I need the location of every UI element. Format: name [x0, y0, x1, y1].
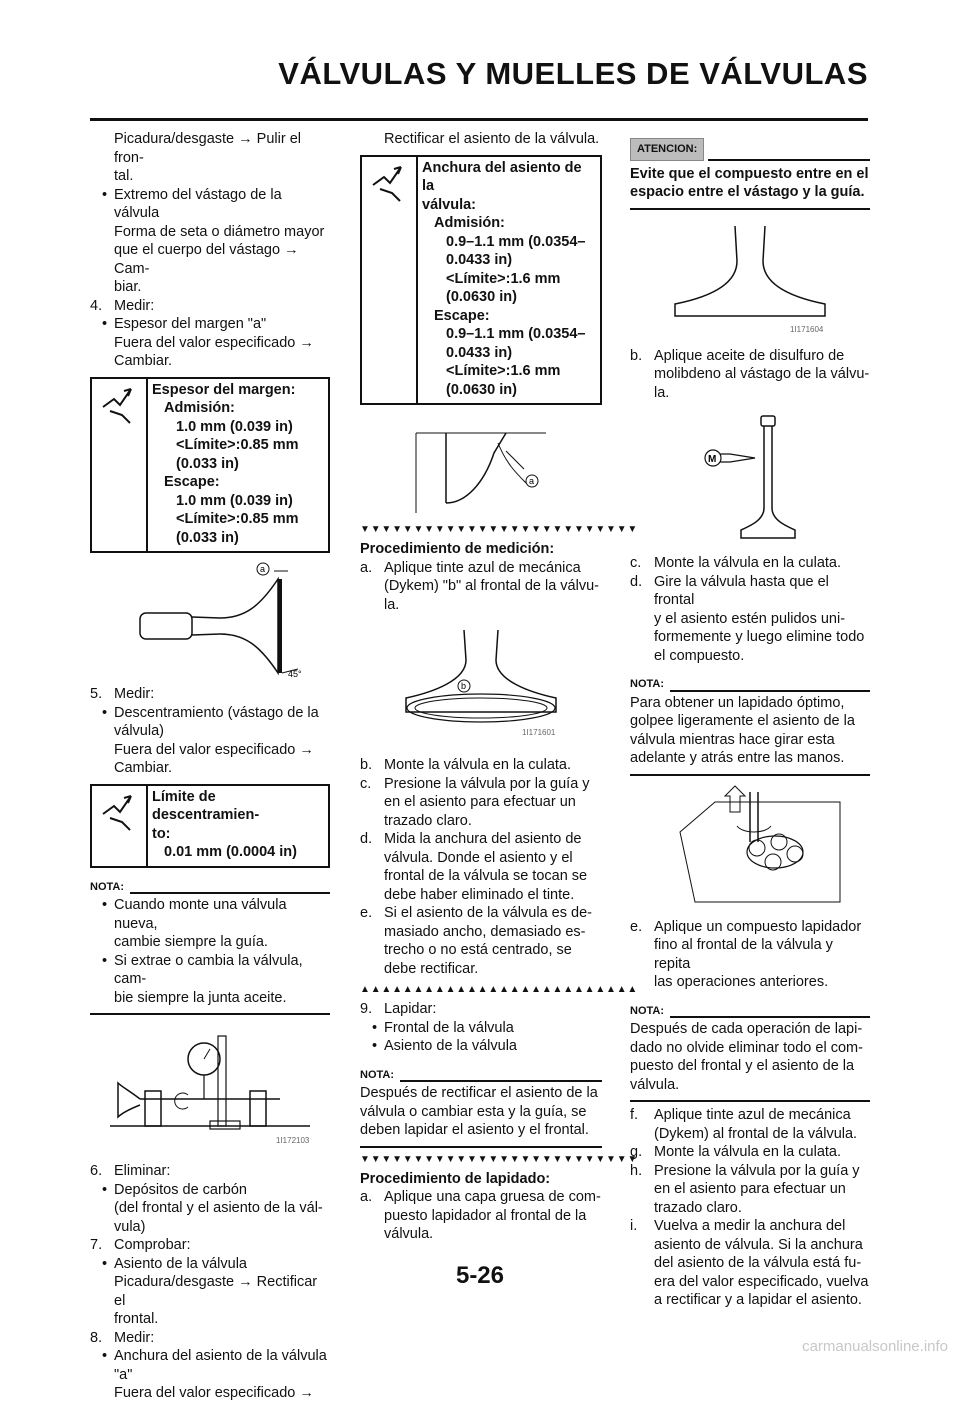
- step-6: [90, 1162, 330, 1181]
- spec-line: Escape:: [434, 307, 490, 324]
- spec-line: 1.0 mm (0.039 in): [176, 418, 293, 435]
- caution-header: [630, 138, 870, 161]
- text-line: válvula. Donde el asiento y el: [384, 849, 573, 866]
- text-line: en el asiento para efectuar un: [654, 1181, 846, 1197]
- text-line: las operaciones anteriores.: [654, 974, 829, 990]
- spec-line: (0.033 in): [176, 529, 239, 546]
- procedure-start-marker: ▼▼▼▼▼▼▼▼▼▼▼▼▼▼▼▼▼▼▼▼▼▼▼▼▼▼: [360, 524, 639, 535]
- substep: [630, 1217, 870, 1236]
- substep-text: Presione la válvula por la guía y: [654, 1162, 860, 1179]
- bullet-item: • Espesor del margen "a": [90, 315, 330, 334]
- step-9: [360, 1000, 602, 1019]
- nota-label: NOTA:: [630, 1004, 665, 1017]
- procedure-title: Procedimiento de lapidado:: [360, 1170, 551, 1187]
- nota-end-rule: [360, 1146, 602, 1148]
- spec-line: (0.0630 in): [446, 381, 517, 398]
- note-text: válvula mientras hace girar esta: [630, 731, 835, 748]
- nota-label: NOTA:: [360, 1068, 395, 1081]
- text-line: cambie siempre la guía.: [114, 934, 268, 950]
- spec-title: válvula:: [422, 196, 476, 213]
- spec-line: Admisión:: [434, 215, 505, 231]
- caution-text: espacio entre el vástago y la guía.: [630, 184, 865, 200]
- figure-label-angle: 45°: [288, 669, 302, 679]
- spec-line: to:: [152, 825, 171, 842]
- spec-line: (0.0630 in): [446, 289, 517, 305]
- substep: [630, 1106, 870, 1125]
- spec-line: Admisión:: [164, 400, 235, 416]
- substep-letter: h.: [630, 1162, 643, 1179]
- spec-title: Anchura del asiento de la: [422, 159, 582, 194]
- text-line: que el cuerpo del vástago → Cam-: [114, 242, 299, 277]
- nota-label: NOTA:: [630, 678, 665, 690]
- spec-line: <Límite>:0.85 mm: [176, 511, 299, 527]
- step-7: [90, 1236, 330, 1255]
- step-text: Lapidar:: [384, 1001, 437, 1017]
- column-3: [630, 130, 870, 1310]
- substep: [360, 756, 602, 775]
- valve-oil-figure: [675, 408, 825, 548]
- substep-text: Monte la válvula en la culata.: [654, 1144, 841, 1160]
- substep: [360, 904, 602, 923]
- nota-label: NOTA:: [90, 880, 125, 893]
- page-title: VÁLVULAS Y MUELLES DE VÁLVULAS: [278, 56, 868, 91]
- substep-letter: a.: [360, 1189, 373, 1205]
- text-line: debe rectificar.: [384, 960, 479, 977]
- step-text: Medir:: [114, 297, 155, 314]
- text-line: válvula.: [384, 1226, 434, 1242]
- text-line: trazado claro.: [384, 812, 472, 829]
- text-line: frontal de la válvula se tocan se: [384, 868, 588, 884]
- text-line: Picadura/desgaste → Pulir el fron-: [114, 131, 301, 166]
- substep-letter: g.: [630, 1144, 643, 1160]
- bullet-item: • Descentramiento (vástago de la: [90, 704, 330, 723]
- text-line: (Dykem) al frontal de la válvula.: [654, 1125, 858, 1142]
- text-line: Picadura/desgaste → Rectificar el: [114, 1274, 318, 1309]
- figure-label-a: a: [260, 564, 266, 574]
- substep-text: Aplique tinte azul de mecánica: [384, 559, 581, 576]
- step-number: 4.: [90, 297, 103, 314]
- text-line: molibdeno al vástago de la válvu-: [654, 366, 870, 382]
- substep-letter: c.: [360, 775, 372, 792]
- substep: [360, 830, 602, 849]
- spec-line: 0.9–1.1 mm (0.0354–: [446, 326, 586, 342]
- nota-header: [360, 1066, 602, 1085]
- substep-text: Aplique tinte azul de mecánica: [654, 1107, 851, 1123]
- substep-text: Aplique una capa gruesa de com-: [384, 1189, 601, 1205]
- note-text: dado no olvide eliminar todo el com-: [630, 1039, 863, 1056]
- substep: [360, 1188, 602, 1207]
- text-line: el compuesto.: [654, 647, 745, 664]
- spec-line: (0.033 in): [176, 455, 239, 472]
- substep-text: Si el asiento de la válvula es de-: [384, 905, 592, 921]
- spec-line: <Límite>:1.6 mm: [446, 270, 561, 287]
- nota-header: [630, 675, 870, 694]
- text-line: formemente y luego elimine todo: [654, 629, 865, 645]
- wrench-spec-icon: [362, 157, 418, 404]
- text-line: asiento de válvula. Si la anchura: [654, 1236, 863, 1253]
- substep-letter: b.: [360, 757, 373, 773]
- note-bullet: • Si extrae o cambia la válvula, cam-: [90, 952, 330, 989]
- substep: [630, 347, 870, 366]
- nota-header: [630, 1002, 870, 1021]
- substep: [360, 559, 602, 578]
- note-text: Después de cada operación de lapi-: [630, 1021, 863, 1037]
- text-line: masiado ancho, demasiado es-: [384, 923, 586, 940]
- step-number: 6.: [90, 1163, 103, 1179]
- substep: [630, 554, 870, 573]
- text-line: del asiento de la válvula está fu-: [654, 1255, 862, 1271]
- bullet-item: • Asiento de la válvula: [360, 1037, 602, 1056]
- text-line: (Dykem) "b" al frontal de la válvu-: [384, 578, 599, 594]
- nota-end-rule: [90, 1013, 330, 1015]
- bullet-item: • Frontal de la válvula: [360, 1019, 602, 1038]
- spec-line: <Límite>:1.6 mm: [446, 363, 561, 379]
- substep-letter: c.: [630, 555, 642, 571]
- lapping-figure: [655, 782, 845, 912]
- text-line: vula): [114, 1218, 146, 1235]
- substep-letter: d.: [360, 831, 373, 847]
- spec-box-runout: [90, 784, 330, 868]
- valve-compound-figure: [660, 216, 840, 341]
- column-2: [360, 130, 639, 1244]
- step-number: 8.: [90, 1329, 103, 1346]
- text-line: tal.: [114, 168, 134, 184]
- step-5: [90, 685, 330, 704]
- nota-end-rule: [630, 1100, 870, 1102]
- substep-letter: a.: [360, 559, 373, 576]
- note-bullet: • Cuando monte una válvula nueva,: [90, 896, 330, 933]
- bullet-item: • Anchura del asiento de la válvula: [90, 1347, 330, 1366]
- bullet-item: • Depósitos de carbón: [90, 1181, 330, 1200]
- substep: [630, 1162, 870, 1181]
- text-line: (del frontal y el asiento de la vál-: [114, 1200, 323, 1216]
- text-line: trazado claro.: [654, 1199, 742, 1216]
- watermark: carmanualsonline.info: [802, 1338, 948, 1355]
- text-line: trecho o no está centrado, se: [384, 942, 572, 958]
- bullet-item: • Extremo del vástago de la válvula: [90, 186, 330, 223]
- note-text: válvula.: [630, 1076, 680, 1093]
- nota-end-rule: [630, 774, 870, 776]
- runout-measure-figure: [100, 1021, 320, 1156]
- page-number: 5-26: [455, 1262, 505, 1289]
- text-line: Cambiar.: [114, 353, 173, 369]
- substep-text: Vuelva a medir la anchura del: [654, 1218, 846, 1234]
- step-text: Eliminar:: [114, 1163, 171, 1179]
- text-line: Fuera del valor especificado →: [114, 1385, 314, 1401]
- text-line: válvula): [114, 723, 164, 739]
- note-text: deben lapidar el asiento y el frontal.: [360, 1122, 589, 1138]
- substep-text: Mida la anchura del asiento de: [384, 831, 582, 847]
- step-number: 5.: [90, 686, 103, 702]
- procedure-start-marker: ▼▼▼▼▼▼▼▼▼▼▼▼▼▼▼▼▼▼▼▼▼▼▼▼▼▼: [360, 1153, 639, 1165]
- substep-text: Gire la válvula hasta que el frontal: [654, 573, 829, 608]
- spec-box-margin-thickness: [90, 377, 330, 554]
- procedure-title: Procedimiento de medición:: [360, 541, 555, 557]
- substep: [630, 573, 870, 610]
- spec-line: 0.01 mm (0.0004 in): [164, 844, 297, 860]
- header-rule: [90, 118, 868, 121]
- column-1: [90, 130, 330, 1403]
- step-8: [90, 1329, 330, 1348]
- text-line: Forma de seta o diámetro mayor: [114, 223, 325, 240]
- spec-line: 0.0433 in): [446, 252, 513, 268]
- valve-dye-figure: [394, 620, 569, 750]
- bullet-item: • Asiento de la válvula: [90, 1255, 330, 1274]
- substep-letter: b.: [630, 347, 643, 364]
- substep-letter: i.: [630, 1218, 638, 1234]
- caution-end-rule: [630, 208, 870, 210]
- substep: [630, 1143, 870, 1162]
- wrench-spec-icon: [92, 379, 148, 552]
- caution-label: ATENCION:: [630, 138, 704, 161]
- text-line: puesto lapidador al frontal de la: [384, 1207, 587, 1224]
- spec-title: Espesor del margen:: [152, 381, 296, 398]
- note-text: adelante y atrás entre las manos.: [630, 750, 845, 766]
- spec-line: 0.9–1.1 mm (0.0354–: [446, 233, 586, 250]
- text-line: fino al frontal de la válvula y repita: [654, 937, 833, 972]
- substep-text: Monte la válvula en la culata.: [654, 555, 841, 571]
- text-line: Fuera del valor especificado →: [114, 334, 314, 351]
- nota-header: [90, 878, 330, 897]
- text-line: debe haber eliminado el tinte.: [384, 886, 575, 903]
- text-line: Fuera del valor especificado →: [114, 741, 314, 758]
- substep: [360, 775, 602, 794]
- step-4: [90, 297, 330, 316]
- note-text: válvula o cambiar esta y la guía, se: [360, 1103, 587, 1120]
- step-text: Medir:: [114, 1329, 155, 1346]
- step-text: Comprobar:: [114, 1237, 191, 1253]
- substep-text: Monte la válvula en la culata.: [384, 757, 571, 773]
- spec-line: 0.0433 in): [446, 344, 513, 361]
- note-text: golpee ligeramente el asiento de la: [630, 713, 855, 729]
- text-line: la.: [384, 596, 400, 613]
- text-line: y el asiento estén pulidos uni-: [654, 610, 846, 627]
- text-line: a rectificar y a lapidar el asiento.: [654, 1292, 862, 1308]
- text-line: frontal.: [114, 1311, 159, 1327]
- text-line: biar.: [114, 279, 142, 295]
- substep-letter: e.: [360, 905, 373, 921]
- substep-letter: f.: [630, 1107, 639, 1123]
- caution-text: Evite que el compuesto entre en el: [630, 165, 869, 182]
- procedure-end-marker: ▲▲▲▲▲▲▲▲▲▲▲▲▲▲▲▲▲▲▲▲▲▲▲▲▲▲: [360, 984, 639, 995]
- text-line: bie siempre la junta aceite.: [114, 989, 287, 1006]
- text-line: en el asiento para efectuar un: [384, 794, 576, 810]
- spec-box-seat-width: [360, 155, 602, 406]
- step-text: Medir:: [114, 686, 155, 702]
- step-number: 9.: [360, 1001, 373, 1017]
- text-line: la.: [654, 384, 670, 401]
- valve-margin-figure: [110, 561, 310, 679]
- note-text: puesto del frontal y el asiento de la: [630, 1058, 855, 1074]
- figure-label-a: a: [529, 476, 535, 486]
- substep-text: Presione la válvula por la guía y: [384, 775, 590, 792]
- figure-label-b: b: [460, 681, 466, 691]
- substep-letter: e.: [630, 918, 643, 935]
- figure-code: 1I171601: [521, 728, 555, 737]
- figure-code: 1I171604: [790, 324, 824, 334]
- figure-code: 1I172103: [276, 1136, 310, 1145]
- spec-line: <Límite>:0.85 mm: [176, 437, 299, 453]
- note-text: Para obtener un lapidado óptimo,: [630, 694, 845, 711]
- text-line: era del valor especificado, vuelva: [654, 1273, 869, 1290]
- substep-letter: d.: [630, 573, 643, 590]
- substep-text: Aplique aceite de disulfuro de: [654, 347, 845, 364]
- text-line: Rectificar el asiento de la válvula.: [384, 131, 600, 147]
- substep: [630, 918, 870, 937]
- molybdenum-oil-icon: M: [708, 454, 717, 465]
- spec-line: 1.0 mm (0.039 in): [176, 492, 293, 509]
- wrench-spec-icon: [92, 786, 148, 866]
- substep-text: Aplique un compuesto lapidador: [654, 918, 862, 935]
- seat-width-figure: [406, 413, 556, 518]
- spec-title: Límite de descentramien-: [152, 788, 260, 823]
- note-text: Después de rectificar el asiento de la: [360, 1085, 598, 1101]
- text-line: Cambiar.: [114, 760, 173, 776]
- step-number: 7.: [90, 1237, 103, 1253]
- text-line: "a": [114, 1366, 133, 1383]
- spec-line: Escape:: [164, 474, 220, 490]
